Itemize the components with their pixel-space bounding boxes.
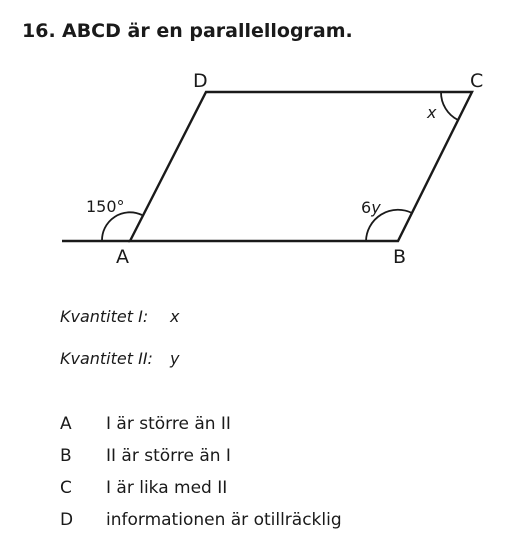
quantity-2-label: Kvantitet II: (60, 349, 153, 368)
option-a-letter: A (60, 414, 72, 434)
option-d-text: informationen är otillräcklig (106, 510, 342, 530)
option-a[interactable] (60, 414, 342, 446)
angle-label-6y: 6y (361, 198, 381, 217)
quantity-1-label: Kvantitet I: (60, 307, 149, 326)
angle-arc-c (441, 92, 458, 120)
answer-options (60, 414, 342, 542)
angle-label-x: x (427, 103, 437, 122)
option-c-letter: C (60, 478, 72, 498)
parallelogram-shape (130, 92, 472, 241)
option-d-letter: D (60, 510, 74, 530)
vertex-label-a: A (116, 246, 129, 268)
quantity-2-value: y (170, 349, 180, 368)
option-b-text: II är större än I (106, 446, 231, 466)
option-c[interactable] (60, 478, 342, 510)
option-b-letter: B (60, 446, 72, 466)
option-b[interactable] (60, 446, 342, 478)
option-a-text: I är större än II (106, 414, 231, 434)
angle-label-150: 150° (86, 197, 125, 216)
vertex-label-b: B (393, 246, 407, 268)
question-number: 16. (22, 20, 56, 42)
option-c-text: I är lika med II (106, 478, 228, 498)
quantity-1-value: x (170, 307, 180, 326)
vertex-label-c: C (470, 70, 484, 92)
quantity-2 (60, 349, 179, 368)
vertex-label-d: D (193, 70, 208, 92)
question-text: ABCD är en parallellogram. (62, 20, 353, 42)
option-d[interactable] (60, 510, 342, 542)
quantity-1 (60, 307, 179, 326)
